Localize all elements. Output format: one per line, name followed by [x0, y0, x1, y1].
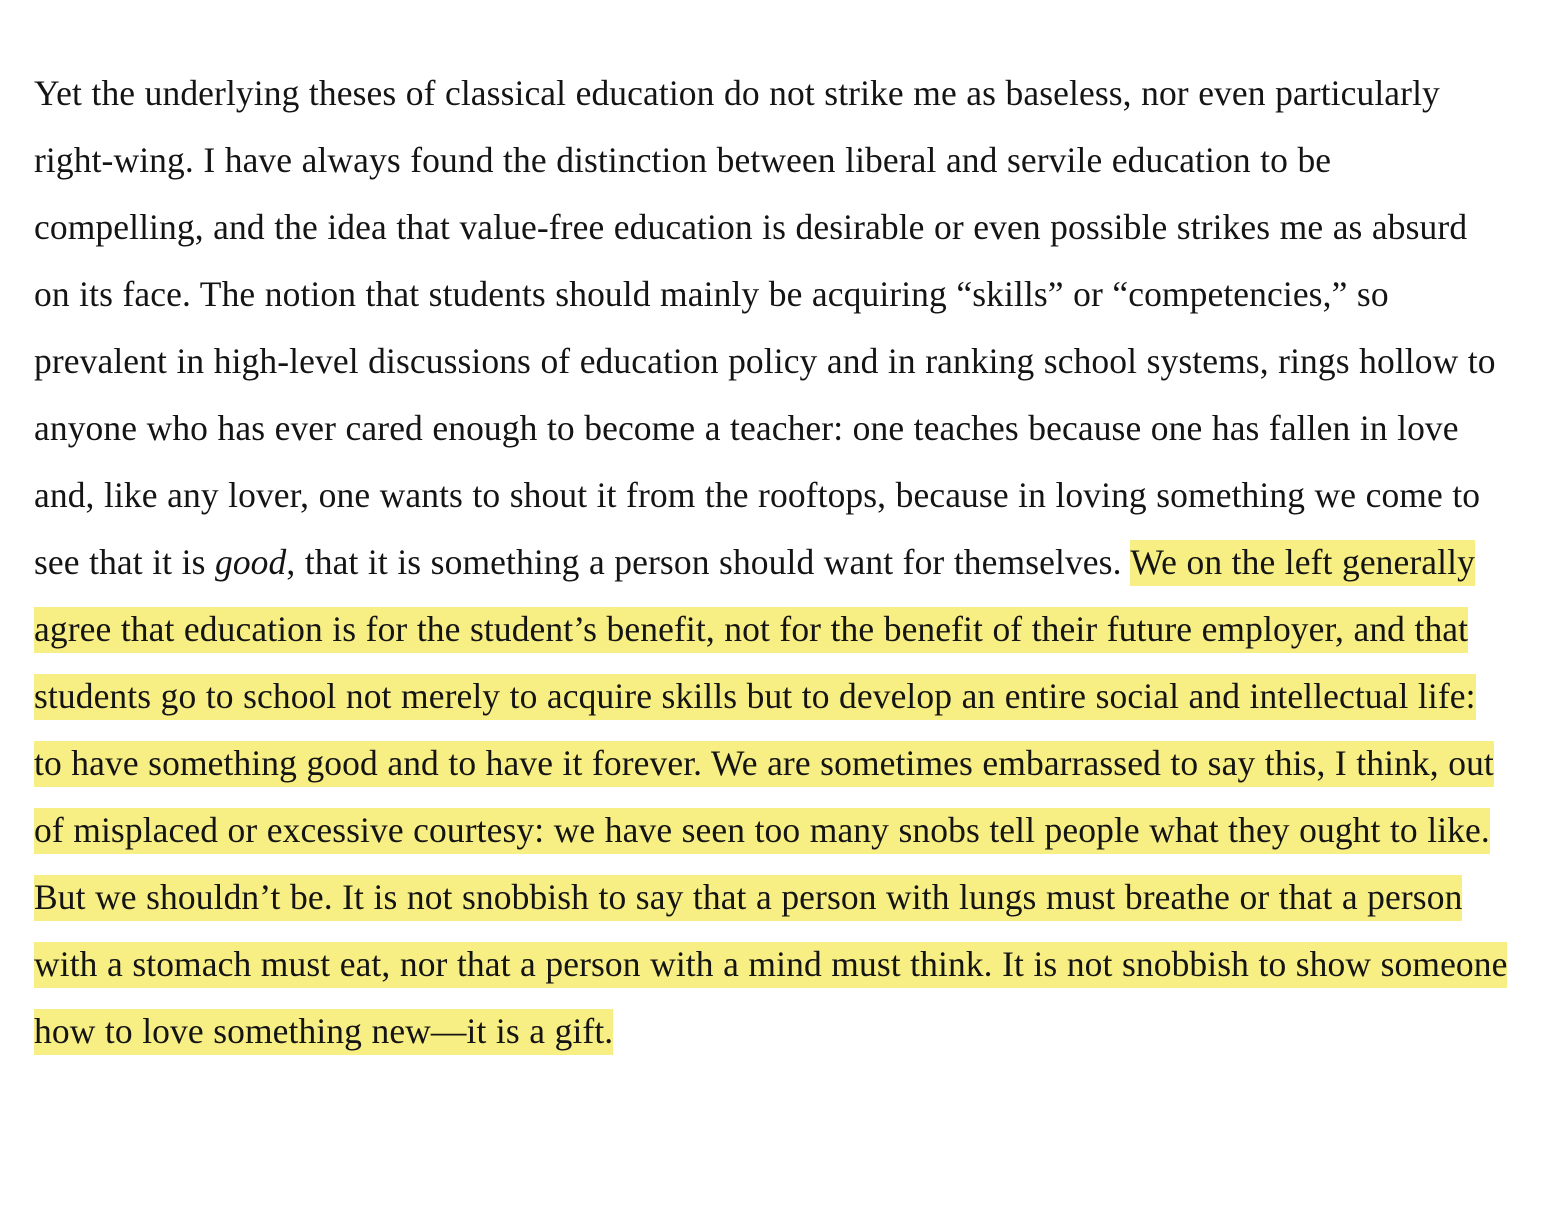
italic-emphasis-good: good — [214, 541, 287, 582]
paragraph-text-after-italic: , that it is something a person should want for themselves. — [286, 541, 1131, 582]
paragraph-text-before-italic: Yet the underlying theses of classical education do not strike me as baseless, nor even particularly right-wing. I have always found the distinction between liberal and servile education to be compelling, and the idea that value-free education is desirable or even possible strikes me as absurd on its face. The notion that students should mainly be acquiring “skills” or “competencies,” so prevalent in high-level discussions of education policy and in ranking school systems, rings hollow to anyone who has ever cared enough to become a teacher: one teaches because one has fallen in love and, like any lover, one wants to shout it from the rooftops, because in loving something we come to see that it is — [34, 72, 1496, 582]
highlighted-passage[interactable]: We on the left generally agree that education is for the student’s benefit, not for the benefit of their future employer, and that students go to school not merely to acquire skills but to develop an entire social and intellectual life: to have something good and to have it forever. We are sometimes embarrassed to say this, I think, out of misplaced or excessive courtesy: we have seen too many snobs tell people what they ought to like. But we shouldn’t be. It is not snobbish to say that a person with lungs must breathe or that a person with a stomach must eat, nor that a person with a mind must think. It is not snobbish to show someone how to love something new—it is a gift. — [34, 540, 1507, 1055]
body-paragraph — [34, 60, 1510, 1065]
